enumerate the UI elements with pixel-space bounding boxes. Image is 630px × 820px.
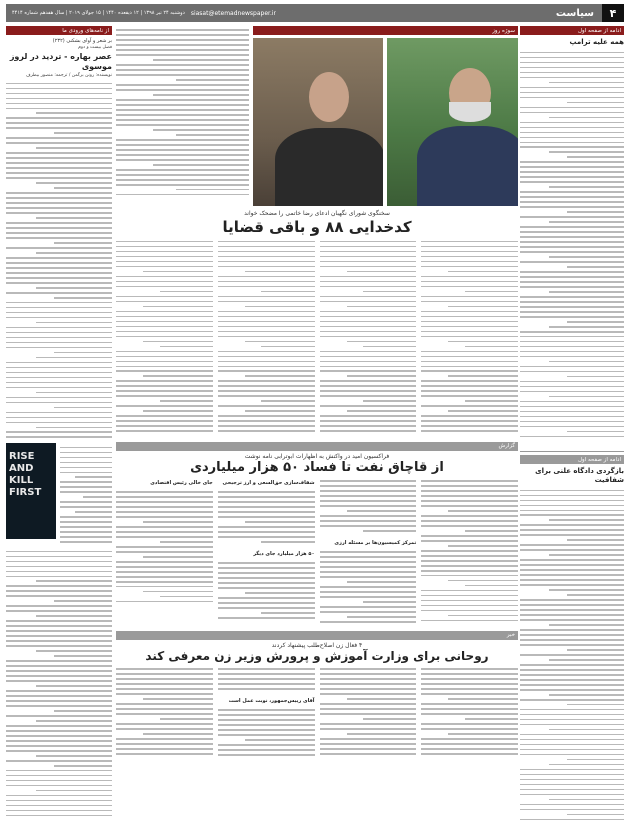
news-body-col — [320, 665, 417, 761]
main-column — [116, 26, 518, 816]
left-author: نویسنده: رونن برگمن / ترجمه: منصور بیطرف — [25, 73, 112, 79]
right-tag: ادامه از صفحه اول — [520, 26, 624, 35]
page-number: ۴ — [602, 4, 624, 22]
left-article-body-2 — [6, 547, 112, 817]
main-kicker-2: فراکسیون امید در واکنش به اظهارات ابوترابی نامه نوشت — [244, 452, 390, 460]
report-subhead: شفاف‌سازی حق‌السعی و ارز ترجیحی — [222, 479, 315, 486]
report-body-col — [320, 477, 417, 627]
photo-kadkhodaei — [253, 38, 384, 206]
right-tag-2: ادامه از صفحه اول — [520, 455, 624, 464]
left-kicker: بر شعر و آوای بشکنی (۲۳۲) — [52, 38, 112, 44]
left-article-title: عصر بهاره - تردید در لروز موسوی — [9, 52, 112, 71]
main-kicker: سخنگوی شورای نگهبان ادعای رضا خاتمی را مضحک خواند — [244, 210, 390, 217]
left-article-body — [6, 79, 112, 439]
report-subhead: جای خالی رئیس اقتصادی — [150, 479, 213, 486]
photo-reza-khatami — [387, 38, 518, 206]
left-tag: از نامه‌های ورودی ما — [6, 26, 112, 35]
right-article-title: همه علیه ترامپ — [569, 38, 624, 46]
news-subhead: آقای رییس‌جمهور، نوبت عمل است — [228, 697, 315, 704]
date-line: دوشنبه ۲۴ تیر ۱۳۹۸ | ۱۲ ذیقعده ۱۴۴۰ | ۱۵ جولای ۲۰۱۹ | سال هفدهم شماره ۴۴۱۴ — [12, 10, 185, 16]
main-tag-mid: گزارش — [116, 442, 518, 451]
right-article-body — [520, 48, 624, 448]
left-column — [6, 26, 112, 816]
left-byline: فصل بیست و دوم — [78, 45, 112, 50]
main-body-col — [320, 238, 417, 438]
news-body-col — [116, 665, 213, 761]
book-cover-image: RISE AND KILL FIRST — [6, 443, 56, 539]
right-article-body-2 — [520, 486, 624, 820]
right-article-title-2: بازگردی دادگاه علنی برای شفافیت — [535, 467, 624, 484]
report-body-col — [421, 477, 518, 627]
main-headline-2: از قاچاق نفت تا فساد ۵۰ هزار میلیاردی — [190, 459, 444, 475]
main-body-col — [218, 238, 315, 438]
right-column — [520, 26, 624, 816]
report-subhead: ۵۰ هزار میلیارد جای دیگر — [253, 550, 315, 557]
main-body-col — [116, 238, 213, 438]
report-body-col — [218, 477, 315, 627]
main-headline: کدخدایی ۸۸ و باقی قضایا — [222, 218, 412, 236]
main-body-col — [421, 238, 518, 438]
left-article-body-wrap — [60, 443, 112, 543]
report-subhead: تمرکز کمیسیون‌ها بر مسئله ارزی — [334, 539, 417, 546]
main-kicker-3: ۴ فعال زن اصلاح‌طلب پیشنهاد کردند — [271, 641, 363, 649]
main-headline-3: روحانی برای وزارت آموزش و پرورش وزیر زن معرفی کند — [145, 648, 489, 663]
section-title: سیاست — [555, 7, 594, 19]
news-body-col — [421, 665, 518, 761]
page-header — [6, 4, 624, 22]
news-body-col — [218, 665, 315, 761]
main-intro-body — [116, 26, 249, 206]
main-tag-top: سوژه روز — [253, 26, 518, 35]
report-body-col — [116, 477, 213, 627]
section-email[interactable]: siasat@etemadnewspaper.ir — [190, 9, 276, 17]
main-tag-bottom: خبر — [116, 631, 518, 640]
